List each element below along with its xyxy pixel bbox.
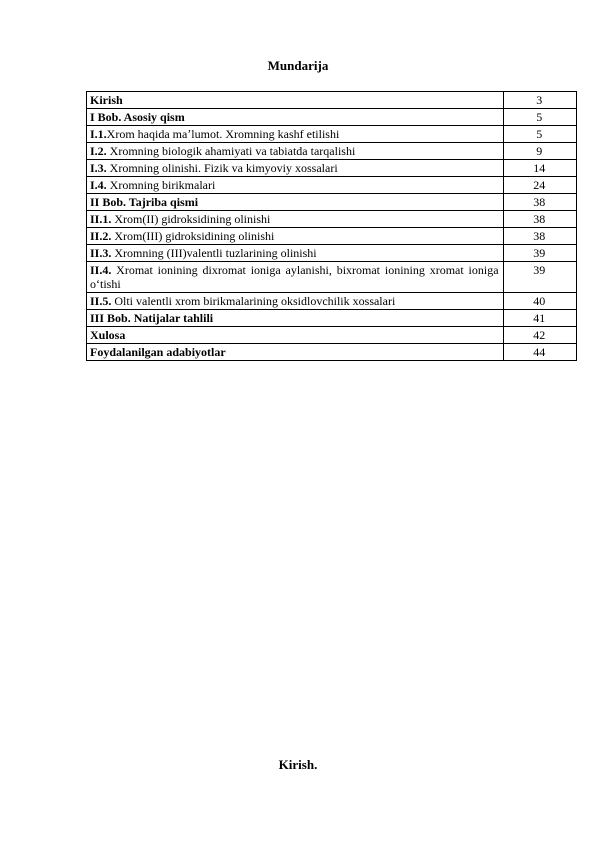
toc-entry-title xyxy=(87,245,504,262)
toc-row xyxy=(87,344,577,361)
toc-entry-title xyxy=(87,228,504,245)
toc-entry-title xyxy=(87,194,504,211)
toc-entry-page: 38 xyxy=(503,228,576,245)
toc-entry-text: Foydalanilgan adabiyotlar xyxy=(90,345,226,359)
toc-entry-text: Olti valentli xrom birikmalarining oksidlovchilik xossalari xyxy=(111,294,396,308)
toc-entry-number: II.2. xyxy=(90,229,112,243)
toc-row xyxy=(87,310,577,327)
toc-row xyxy=(87,92,577,109)
toc-entry-number: II.1. xyxy=(90,212,112,226)
toc-entry-text: III Bob. Natijalar tahlili xyxy=(90,311,214,325)
toc-entry-number: I.2. xyxy=(90,144,107,158)
toc-entry-number: II.4. xyxy=(90,263,112,277)
toc-entry-title xyxy=(87,327,504,344)
toc-row xyxy=(87,211,577,228)
toc-entry-text: Xulosa xyxy=(90,328,126,342)
toc-entry-text: Xrom(III) gidroksidining olinishi xyxy=(111,229,275,243)
table-of-contents xyxy=(86,91,577,361)
toc-entry-number: II.3. xyxy=(90,246,112,260)
toc-entry-page: 38 xyxy=(503,194,576,211)
toc-row xyxy=(87,126,577,143)
toc-entry-page: 5 xyxy=(503,109,576,126)
toc-entry-number: I.4. xyxy=(90,178,107,192)
toc-entry-title xyxy=(87,160,504,177)
toc-row xyxy=(87,245,577,262)
toc-row xyxy=(87,228,577,245)
toc-entry-page: 39 xyxy=(503,245,576,262)
toc-entry-page: 9 xyxy=(503,143,576,160)
toc-entry-text: Xromning biologik ahamiyati va tabiatda tarqalishi xyxy=(106,144,356,158)
toc-title: Mundarija xyxy=(267,58,329,73)
toc-row xyxy=(87,109,577,126)
toc-row xyxy=(87,143,577,160)
toc-row xyxy=(87,262,577,293)
toc-entry-page: 41 xyxy=(503,310,576,327)
toc-row xyxy=(87,327,577,344)
toc-entry-title xyxy=(87,143,504,160)
toc-row xyxy=(87,293,577,310)
toc-entry-title xyxy=(87,109,504,126)
toc-entry-title xyxy=(87,262,504,293)
toc-entry-title xyxy=(87,344,504,361)
toc-entry-page: 39 xyxy=(503,262,576,293)
toc-entry-title xyxy=(87,177,504,194)
toc-entry-title xyxy=(87,126,504,143)
toc-row xyxy=(87,194,577,211)
toc-entry-text: Xromning olinishi. Fizik va kimyoviy xossalari xyxy=(106,161,338,175)
toc-entry-page: 38 xyxy=(503,211,576,228)
toc-entry-page: 44 xyxy=(503,344,576,361)
toc-entry-title xyxy=(87,310,504,327)
toc-entry-title xyxy=(87,92,504,109)
toc-entry-page: 3 xyxy=(503,92,576,109)
toc-entry-page: 42 xyxy=(503,327,576,344)
toc-row xyxy=(87,160,577,177)
toc-entry-text: II Bob. Tajriba qismi xyxy=(90,195,199,209)
toc-entry-page: 14 xyxy=(503,160,576,177)
toc-entry-text: Xromat ionining dixromat ioniga aylanishi, bixromat ionining xromat ioniga oʻtishi xyxy=(90,263,499,291)
section-heading-kirish: Kirish. xyxy=(278,757,318,772)
toc-entry-text: Xromning birikmalari xyxy=(106,178,216,192)
toc-body xyxy=(87,92,577,361)
toc-entry-text: Xrom(II) gidroksidining olinishi xyxy=(111,212,271,226)
toc-entry-title xyxy=(87,293,504,310)
toc-entry-title xyxy=(87,211,504,228)
toc-entry-text: Xromning (III)valentli tuzlarining olinishi xyxy=(111,246,317,260)
toc-entry-page: 5 xyxy=(503,126,576,143)
toc-entry-number: I.3. xyxy=(90,161,107,175)
toc-entry-text: Xrom haqida maʼlumot. Xromning kashf etilishi xyxy=(106,127,340,141)
toc-entry-text: I Bob. Asosiy qism xyxy=(90,110,185,124)
toc-entry-number: I.1. xyxy=(90,127,107,141)
toc-entry-page: 24 xyxy=(503,177,576,194)
toc-entry-page: 40 xyxy=(503,293,576,310)
toc-entry-text: Kirish xyxy=(90,93,123,107)
toc-entry-number: II.5. xyxy=(90,294,112,308)
toc-row xyxy=(87,177,577,194)
